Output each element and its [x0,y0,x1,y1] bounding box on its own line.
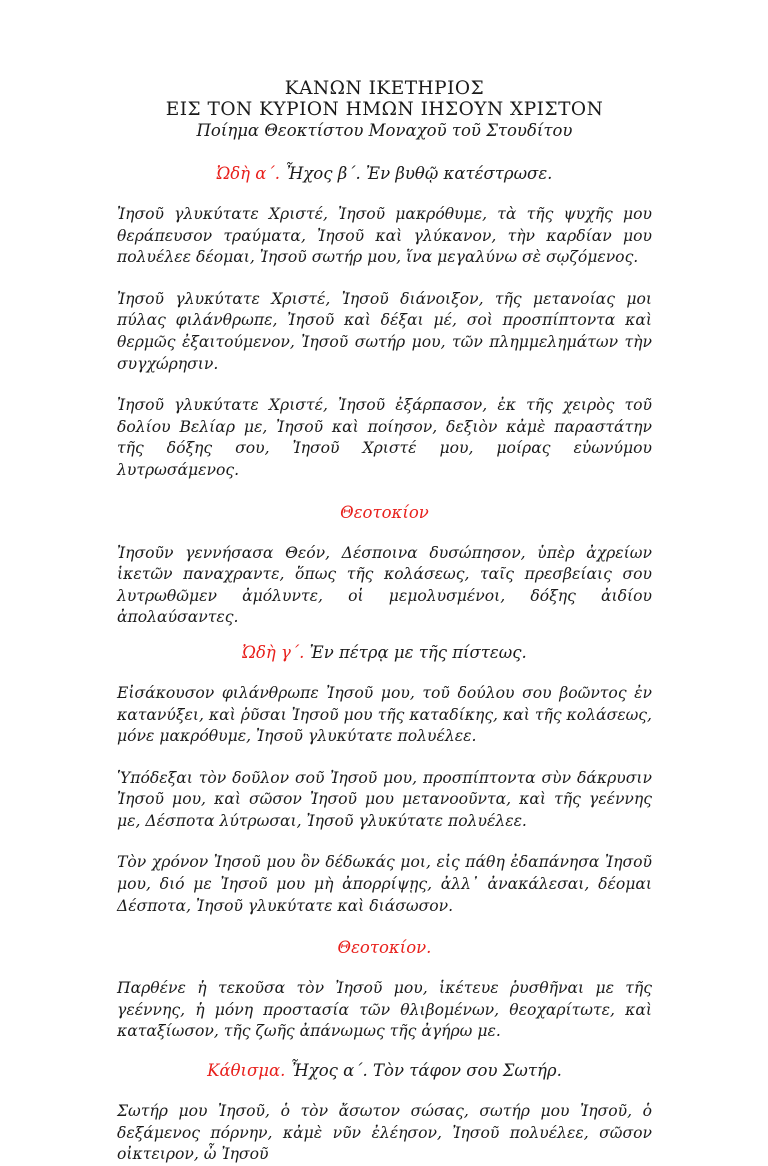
ode-3-troparion-1: Εἰσάκουσον φιλάνθρωπε Ἰησοῦ μου, τοῦ δούλου σου βοῶντος ἐν κατανύξει, καὶ ῥῦσαι Ἰησοῦ μου τῆς καταδίκης, καὶ τῆς κολάσεως, μόνε μακρόθυμε, Ἰησοῦ γλυκύτατε πολυέλεε. [117,683,652,746]
subtitle: Ποίημα Θεοκτίστου Μοναχοῦ τοῦ Στουδίτου [196,121,573,140]
ode-1-heading [117,163,652,185]
ode-3-troparion-2: Ὑπόδεξαι τὸν δοῦλον σοῦ Ἰησοῦ μου, προσπίπτοντα σὺν δάκρυσιν Ἰησοῦ μου, καὶ σῶσον Ἰησοῦ μου μετανοοῦντα, καὶ τῆς γεέννης με, Δέσποτα λύτρωσαι, Ἰησοῦ γλυκύτατε πολυέλεε. [117,768,652,830]
ode-1-troparion-3: Ἰησοῦ γλυκύτατε Χριστέ, Ἰησοῦ ἐξάρπασον, ἐκ τῆς χειρὸς τοῦ δολίου Βελίαρ με, Ἰησοῦ καὶ ποίησον, δεξιὸν κἀμὲ παραστάτην τῆς δόξης σου, Ἰησοῦ Χριστέ μου, μοίρας εὐωνύμου λυτρωσάμενος. [117,396,652,479]
kathisma-tone: Ἦχος α΄. Τὸν τάφον σου Σωτήρ. [285,1061,562,1081]
title-line-2: ΕΙΣ ΤΟΝ ΚΥΡΙΟΝ ΗΜΩΝ ΙΗΣΟΥΝ ΧΡΙΣΤΟΝ [165,99,604,120]
ode-1-troparion-2: Ἰησοῦ γλυκύτατε Χριστέ, Ἰησοῦ διάνοιξον, τῆς μετανοίας μοι πύλας φιλάνθρωπε, Ἰησοῦ καὶ δέξαι μέ, σοὶ προσπίπτοντα καὶ θερμῶς ἐξαιτούμενον, Ἰησοῦ σωτήρ μου, τῶν πλημμελημάτων τὴν συγχώρησιν. [117,289,652,373]
ode-1-tone: Ἦχος β΄. Ἐν βυθῷ κατέστρωσε. [279,164,553,183]
ode-1-theotokion: Ἰησοῦν γεννήσασα Θεόν, Δέσποινα δυσώπησον, ὑπὲρ ἀχρείων ἱκετῶν παναχραντε, ὅπως τῆς κολάσεως, ταῖς πρεσβείαις σου λυτρωθῶμεν ἀμόλυντε, οἱ μεμολυσμένοι, δόξης ἀιδίου ἀπολαύσαντες. [117,543,652,627]
ode-3-label: Ὠδὴ γ΄. [242,642,305,662]
kathisma-label: Κάθισμα. [207,1061,286,1081]
title-line-1: ΚΑΝΩΝ ΙΚΕΤΗΡΙΟΣ [284,78,485,99]
ode-3-tone: Ἐν πέτρᾳ με τῆς πίστεως. [304,642,527,662]
kathisma-text: Σωτήρ μου Ἰησοῦ, ὁ τὸν ἄσωτον σώσας, σωτήρ μου Ἰησοῦ, ὁ δεξάμενος πόρνην, κἀμὲ νῦν ἐλέησον, Ἰησοῦ πολυέλεε, σῶσον οἰκτειρον, ὦ Ἰησοῦ [117,1102,652,1164]
document-page [117,78,652,1166]
ode-3-heading [117,642,652,664]
ode-1-label: Ὠδὴ α΄. [216,164,280,183]
ode-1-troparion-1: Ἰησοῦ γλυκύτατε Χριστέ, Ἰησοῦ μακρόθυμε, τὰ τῆς ψυχῆς μου θεράπευσον τραύματα, Ἰησοῦ καὶ γλύκανον, τὴν καρδίαν μου πολυέλεε δέομαι, Ἰησοῦ σωτήρ μου, ἵνα μεγαλύνω σὲ σῳζόμενος. [117,205,652,267]
kathisma-heading [117,1060,652,1082]
ode-3-theotokion: Παρθένε ἡ τεκοῦσα τὸν Ἰησοῦ μου, ἱκέτευε ῥυσθῆναι με τῆς γεέννης, ἡ μόνη προστασία τῶν θλιβομένων, θεοχαρίτωτε, καὶ καταξίωσον, τῆς ζωῆς ἀπάνωμως τῆς ἀγήρω με. [117,979,652,1041]
ode-1-theotokion-heading: Θεοτοκίον [340,502,429,522]
ode-3-troparion-3: Τὸν χρόνον Ἰησοῦ μου ὃν δέδωκάς μοι, εἰς πάθη ἐδαπάνησα Ἰησοῦ μου, διό με Ἰησοῦ μου μὴ ἀπορρίψῃς, ἀλλ᾽ ἀνακάλεσαι, δέομαι Δέσποτα, Ἰησοῦ γλυκύτατε καὶ διάσωσον. [117,853,652,915]
ode-3-theotokion-heading: Θεοτοκίον. [337,938,432,958]
